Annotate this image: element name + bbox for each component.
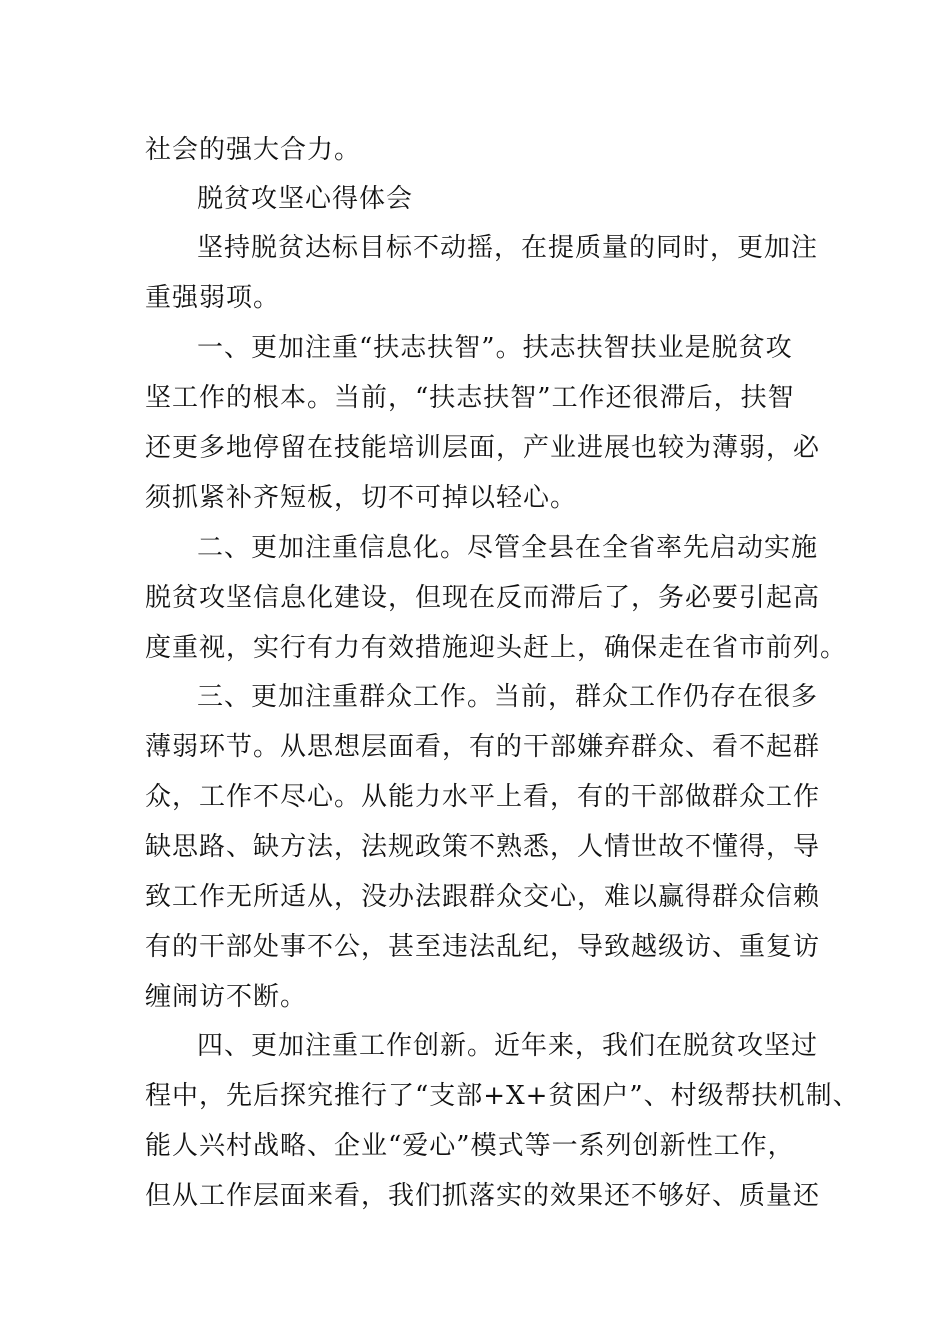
- paragraph-line: 缺思路、缺方法，法规政策不熟悉，人情世故不懂得，导: [145, 832, 821, 862]
- paragraph-line: 重强弱项。: [145, 283, 281, 313]
- paragraph-line: 坚持脱贫达标目标不动摇，在提质量的同时，更加注: [197, 233, 819, 263]
- paragraph-line: 能人兴村战略、企业“爱心”模式等一系列创新性工作，: [145, 1131, 795, 1161]
- paragraph-line: 脱贫攻坚信息化建设，但现在反而滞后了，务必要引起高: [145, 583, 821, 613]
- paragraph-line: 须抓紧补齐短板，切不可掉以轻心。: [145, 483, 578, 513]
- paragraph-line: 三、更加注重群众工作。当前，群众工作仍存在很多: [197, 682, 819, 712]
- paragraph-line: 致工作无所适从，没办法跟群众交心，难以赢得群众信赖: [145, 882, 821, 912]
- paragraph-line: 社会的强大合力。: [145, 135, 362, 165]
- paragraph-line: 二、更加注重信息化。尽管全县在全省率先启动实施: [197, 533, 819, 563]
- paragraph-line: 四、更加注重工作创新。近年来，我们在脱贫攻坚过: [197, 1031, 819, 1061]
- paragraph-line: 众，工作不尽心。从能力水平上看，有的干部做群众工作: [145, 782, 821, 812]
- paragraph-line: 度重视，实行有力有效措施迎头赶上，确保走在省市前列。: [145, 633, 848, 663]
- section-heading: 脱贫攻坚心得体会: [197, 184, 414, 214]
- paragraph-line: 程中，先后探究推行了“支部+X+贫困户”、村级帮扶机制、: [145, 1081, 860, 1111]
- paragraph-line: 一、更加注重“扶志扶智”。扶志扶智扶业是脱贫攻: [197, 333, 793, 363]
- paragraph-line: 缠闹访不断。: [145, 982, 308, 1012]
- paragraph-line: 但从工作层面来看，我们抓落实的效果还不够好、质量还: [145, 1181, 821, 1211]
- paragraph-line: 坚工作的根本。当前，“扶志扶智”工作还很滞后，扶智: [145, 383, 795, 413]
- paragraph-line: 还更多地停留在技能培训层面，产业进展也较为薄弱，必: [145, 433, 821, 463]
- paragraph-line: 薄弱环节。从思想层面看，有的干部嫌弃群众、看不起群: [145, 732, 821, 762]
- paragraph-line: 有的干部处事不公，甚至违法乱纪，导致越级访、重复访: [145, 932, 821, 962]
